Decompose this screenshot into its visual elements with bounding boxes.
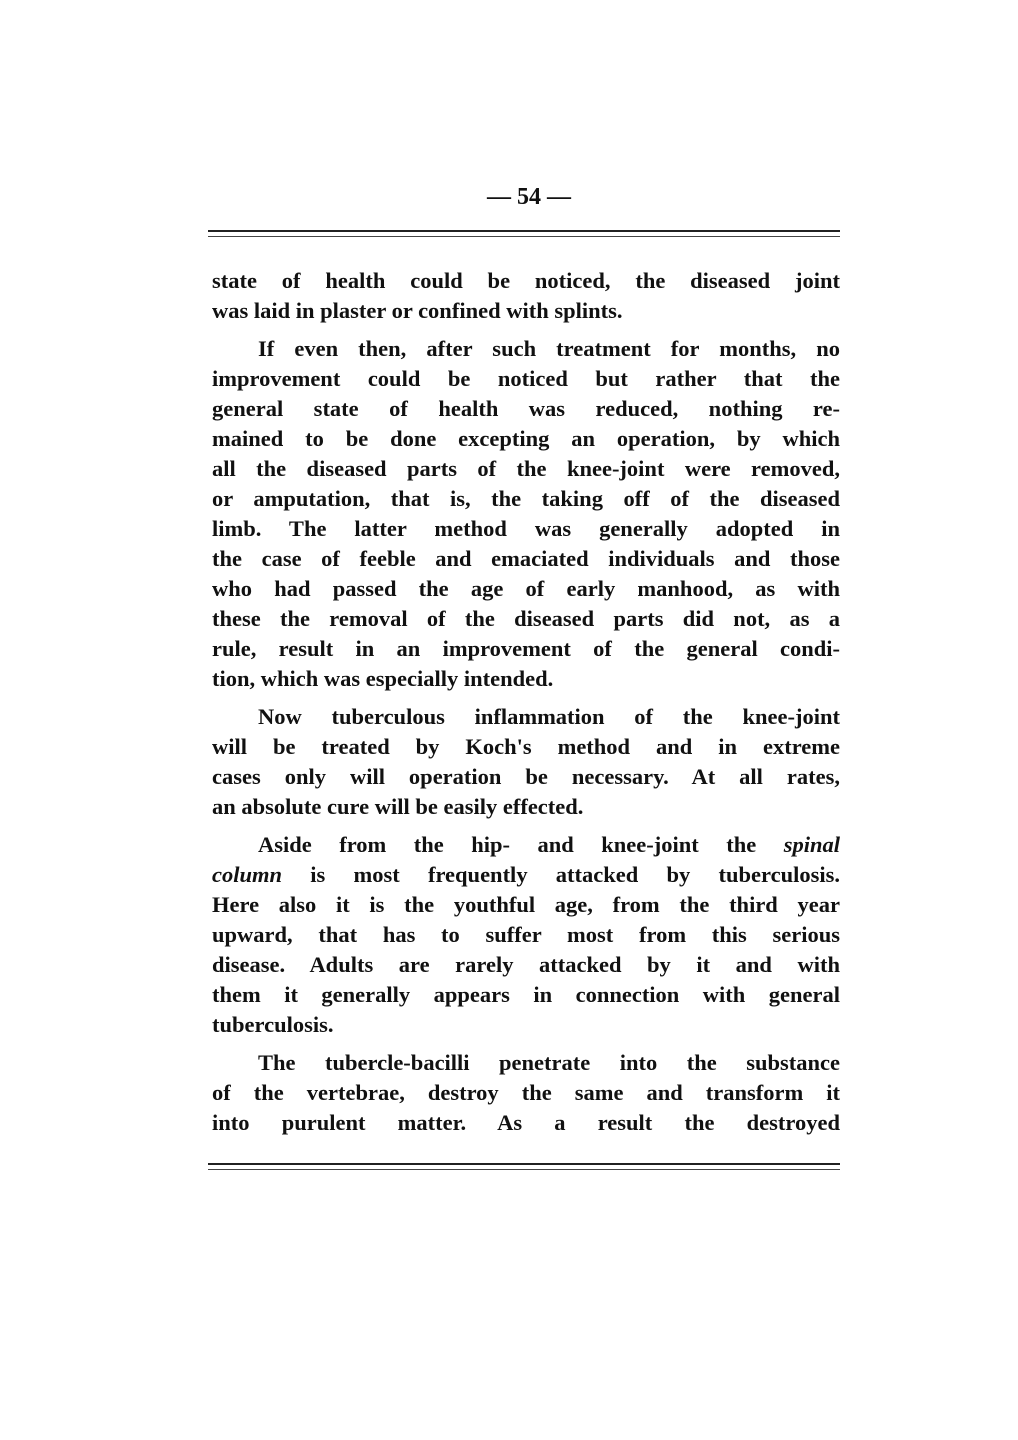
text-line: [212, 516, 840, 542]
footer-rule: [208, 1163, 840, 1165]
text-line: [212, 486, 840, 512]
text-line: [212, 298, 840, 324]
text-line: [212, 952, 840, 978]
text-segment: tuberculosis.: [212, 1012, 334, 1037]
text-segment: into purulent matter. As a result the destroyed: [212, 1110, 840, 1135]
text-segment: who had passed the age of early manhood, as with: [212, 576, 840, 601]
italic-term: spinal: [783, 832, 840, 857]
text-line: [212, 606, 840, 632]
text-line: [212, 982, 840, 1008]
text-line: [212, 794, 840, 820]
text-line: [212, 576, 840, 602]
text-segment: tion, which was especially intended.: [212, 666, 554, 691]
text-line: [258, 1050, 840, 1076]
text-line: [212, 268, 840, 294]
text-segment: If even then, after such treatment for months, no: [258, 336, 840, 361]
text-segment: The tubercle-bacilli penetrate into the substance: [258, 1050, 840, 1075]
text-segment: will be treated by Koch's method and in extreme: [212, 734, 840, 759]
text-segment: general state of health was reduced, nothing re-: [212, 396, 840, 421]
text-line: [212, 546, 840, 572]
text-segment: them it generally appears in connection with general: [212, 982, 840, 1007]
italic-term: column: [212, 862, 283, 887]
text-line: [212, 734, 840, 760]
text-segment: state of health could be noticed, the diseased joint: [212, 268, 840, 293]
page-number: — 54 —: [487, 184, 571, 210]
text-line: [212, 456, 840, 482]
text-segment: an absolute cure will be easily effected.: [212, 794, 584, 819]
text-segment: these the removal of the diseased parts did not, as a: [212, 606, 840, 631]
header-rule: [208, 230, 840, 232]
text-segment: is most frequently attacked by tuberculosis.: [282, 862, 840, 887]
text-line: [212, 1080, 840, 1106]
text-segment: or amputation, that is, the taking off of the diseased: [212, 486, 840, 511]
text-line: [212, 426, 840, 452]
text-line: [258, 832, 840, 858]
text-line: [212, 892, 840, 918]
text-line: [212, 636, 840, 662]
text-line: [212, 666, 840, 692]
text-segment: mained to be done excepting an operation, by which: [212, 426, 840, 451]
text-segment: disease. Adults are rarely attacked by it and with: [212, 952, 840, 977]
text-line: [212, 1012, 840, 1038]
text-segment: the case of feeble and emaciated individuals and those: [212, 546, 840, 571]
text-segment: improvement could be noticed but rather that the: [212, 366, 840, 391]
text-line: [212, 1110, 840, 1136]
text-line: [212, 396, 840, 422]
text-line: [212, 862, 840, 888]
text-line: [258, 336, 840, 362]
text-segment: was laid in plaster or confined with splints.: [212, 298, 623, 323]
text-segment: Aside from the hip- and knee-joint the: [258, 832, 784, 857]
text-segment: cases only will operation be necessary. At all rates,: [212, 764, 840, 789]
footer-rule-thin: [208, 1169, 840, 1170]
text-line: [212, 366, 840, 392]
text-segment: rule, result in an improvement of the general condi-: [212, 636, 840, 661]
text-segment: upward, that has to suffer most from this serious: [212, 922, 840, 947]
text-segment: Now tuberculous inflammation of the knee-joint: [258, 704, 840, 729]
text-segment: of the vertebrae, destroy the same and transform it: [212, 1080, 840, 1105]
header-rule-thin: [208, 236, 840, 237]
text-line: [212, 764, 840, 790]
text-segment: limb. The latter method was generally adopted in: [212, 516, 840, 541]
text-segment: Here also it is the youthful age, from the third year: [212, 892, 840, 917]
text-segment: all the diseased parts of the knee-joint were removed,: [212, 456, 840, 481]
text-line: [258, 704, 840, 730]
text-line: [212, 922, 840, 948]
